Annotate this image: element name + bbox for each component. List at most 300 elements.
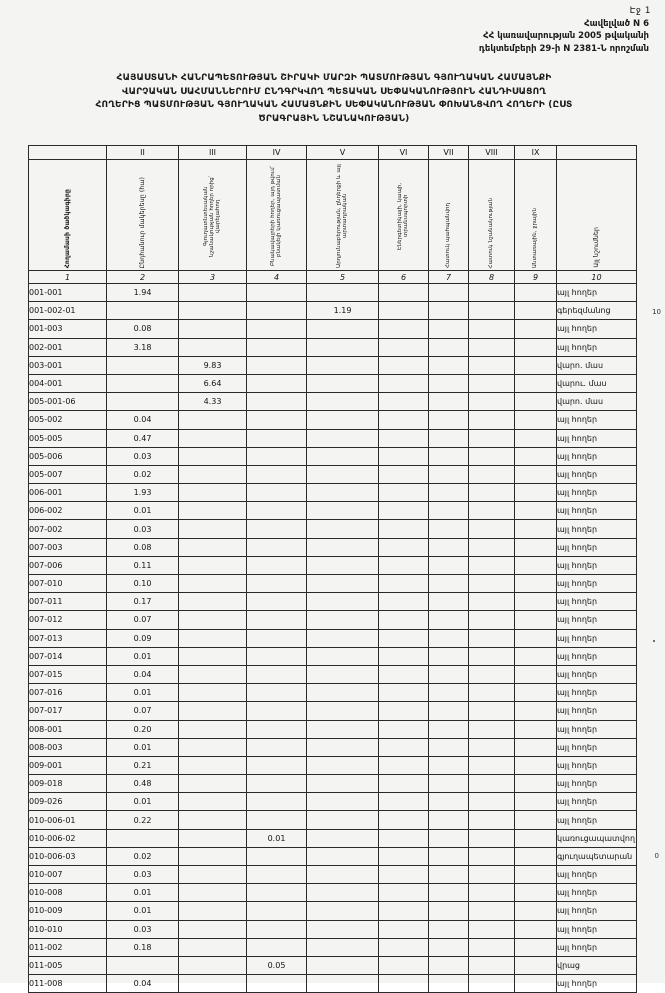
cell-value-7: [429, 374, 469, 392]
cell-value-2: 0.08: [107, 320, 179, 338]
cell-code: 005-007: [29, 465, 107, 483]
cell-value-6: [379, 575, 429, 593]
cell-value-5: 1.19: [307, 302, 379, 320]
table-row: [29, 484, 637, 502]
cell-value-4: [247, 665, 307, 683]
table-row: [29, 775, 637, 793]
table-row: [29, 284, 637, 302]
cell-value-5: [307, 956, 379, 974]
cell-value-4: [247, 484, 307, 502]
cell-value-8: [469, 465, 515, 483]
header-cell-settlement: [247, 160, 307, 271]
cell-note: այլ հողեր: [557, 411, 637, 429]
cell-value-6: [379, 556, 429, 574]
cell-value-5: [307, 938, 379, 956]
cell-value-9: [515, 629, 557, 647]
cell-value-8: [469, 684, 515, 702]
cell-value-6: [379, 611, 429, 629]
header-line-1: Հավելված N 6: [584, 19, 649, 29]
cell-value-5: [307, 811, 379, 829]
cell-value-3: [179, 556, 247, 574]
cell-value-6: [379, 484, 429, 502]
margin-note-right-1: 10: [652, 308, 661, 316]
cell-value-7: [429, 956, 469, 974]
cell-value-3: [179, 920, 247, 938]
cell-value-4: 0.05: [247, 956, 307, 974]
title-line-2: ՎԱՐՉԱԿԱՆ ՍԱՀՄԱՆՆԵՐՈՒՄ ԸՆԴԳՐԿՎՈՂ ՊԵՏԱԿԱՆ ՍԵՓԱԿԱՆՈՒԹՅՈՒՆ ՀԱՆԴԻՍԱՑՈՂ: [121, 86, 547, 97]
cell-value-4: [247, 465, 307, 483]
cell-value-7: [429, 356, 469, 374]
cell-value-8: [469, 720, 515, 738]
cell-value-3: [179, 756, 247, 774]
cell-value-2: 0.21: [107, 756, 179, 774]
cell-value-2: 1.93: [107, 484, 179, 502]
cell-note: այլ հողեր: [557, 775, 637, 793]
cell-value-2: 0.03: [107, 447, 179, 465]
cell-code: 007-013: [29, 629, 107, 647]
cell-note: այլ հողեր: [557, 866, 637, 884]
cell-value-6: [379, 902, 429, 920]
cell-note: վարո. մաս: [557, 393, 637, 411]
cell-value-6: [379, 684, 429, 702]
cell-note: այլ հողեր: [557, 975, 637, 993]
cell-note: այլ հողեր: [557, 702, 637, 720]
cell-value-3: [179, 738, 247, 756]
cell-value-5: [307, 920, 379, 938]
title-line-1: ՀԱՅԱՍՏԱՆԻ ՀԱՆՐԱՊԵՏՈՒԹՅԱՆ ՇԻՐԱԿԻ ՄԱՐԶԻ ՊԱՏՄՈՒԹՅԱՆ ԳՅՈՒՂԱԿԱՆ ՀԱՄԱՅՆՔԻ: [116, 73, 552, 83]
cell-value-7: [429, 702, 469, 720]
table-row: [29, 866, 637, 884]
cell-value-6: [379, 975, 429, 993]
cell-value-5: [307, 665, 379, 683]
cell-value-3: [179, 484, 247, 502]
cell-code: 001-003: [29, 320, 107, 338]
cell-value-7: [429, 575, 469, 593]
cell-value-9: [515, 975, 557, 993]
cell-value-6: [379, 447, 429, 465]
roman-cell-3: III: [179, 146, 247, 160]
cell-value-8: [469, 647, 515, 665]
roman-cell-5: V: [307, 146, 379, 160]
cell-value-4: [247, 447, 307, 465]
cell-note: այլ հողեր: [557, 611, 637, 629]
cell-value-7: [429, 847, 469, 865]
table-row: [29, 502, 637, 520]
cell-value-2: 1.94: [107, 284, 179, 302]
cell-value-5: [307, 338, 379, 356]
cell-value-9: [515, 484, 557, 502]
cell-value-7: [429, 338, 469, 356]
cell-note: այլ հողեր: [557, 647, 637, 665]
cell-value-2: 0.04: [107, 975, 179, 993]
cell-value-4: [247, 902, 307, 920]
cell-value-7: [429, 465, 469, 483]
table-column-numbers-row: [29, 271, 637, 284]
cell-value-8: [469, 811, 515, 829]
roman-cell-6: VI: [379, 146, 429, 160]
cell-value-7: [429, 647, 469, 665]
cell-value-4: [247, 502, 307, 520]
cell-value-5: [307, 393, 379, 411]
cell-value-9: [515, 647, 557, 665]
cell-value-8: [469, 829, 515, 847]
land-allocation-table: [28, 145, 636, 993]
cell-note: այլ հողեր: [557, 429, 637, 447]
cell-value-3: [179, 302, 247, 320]
cell-value-9: [515, 575, 557, 593]
cell-value-5: [307, 775, 379, 793]
cell-value-6: [379, 775, 429, 793]
cell-note: այլ հողեր: [557, 447, 637, 465]
cell-value-6: [379, 866, 429, 884]
cell-value-9: [515, 811, 557, 829]
cell-value-5: [307, 866, 379, 884]
cell-value-7: [429, 811, 469, 829]
cell-value-2: 0.01: [107, 684, 179, 702]
cell-value-3: [179, 866, 247, 884]
cell-value-8: [469, 775, 515, 793]
cell-value-8: [469, 411, 515, 429]
cell-value-3: [179, 447, 247, 465]
cell-value-8: [469, 847, 515, 865]
cell-value-7: [429, 665, 469, 683]
cell-value-9: [515, 393, 557, 411]
cell-value-8: [469, 920, 515, 938]
cell-value-3: [179, 847, 247, 865]
cell-value-4: [247, 811, 307, 829]
cell-value-6: [379, 920, 429, 938]
cell-value-9: [515, 684, 557, 702]
cell-value-4: [247, 738, 307, 756]
header-label-industrial: Արդյունաբերության, ընդերքի և այլ արտադրական: [335, 164, 348, 268]
cell-value-7: [429, 393, 469, 411]
header-label-notes: Այլ նշումներ: [592, 227, 600, 268]
cell-value-2: 0.08: [107, 538, 179, 556]
colnum-1: 1: [29, 271, 107, 284]
cell-value-5: [307, 684, 379, 702]
cell-note: այլ հողեր: [557, 756, 637, 774]
cell-code: 009-001: [29, 756, 107, 774]
cell-code: 006-002: [29, 502, 107, 520]
cell-value-9: [515, 374, 557, 392]
cell-value-4: [247, 593, 307, 611]
table-row: [29, 756, 637, 774]
cell-value-6: [379, 629, 429, 647]
colnum-9: 9: [515, 271, 557, 284]
cell-note: այլ հողեր: [557, 320, 637, 338]
cell-code: 007-002: [29, 520, 107, 538]
cell-value-6: [379, 520, 429, 538]
cell-value-7: [429, 902, 469, 920]
cell-value-2: 0.03: [107, 866, 179, 884]
cell-value-4: [247, 629, 307, 647]
cell-code: 002-001: [29, 338, 107, 356]
table-row: [29, 793, 637, 811]
cell-value-8: [469, 956, 515, 974]
table-row: [29, 629, 637, 647]
header-cell-agricultural: [179, 160, 247, 271]
cell-note: այլ հողեր: [557, 884, 637, 902]
cell-value-8: [469, 629, 515, 647]
cell-value-8: [469, 429, 515, 447]
cell-value-4: [247, 720, 307, 738]
cell-value-6: [379, 538, 429, 556]
cell-value-4: [247, 611, 307, 629]
cell-value-2: 0.17: [107, 593, 179, 611]
cell-value-6: [379, 811, 429, 829]
cell-value-8: [469, 665, 515, 683]
cell-note: այլ հողեր: [557, 465, 637, 483]
cell-code: 011-008: [29, 975, 107, 993]
roman-cell-8: VIII: [469, 146, 515, 160]
cell-value-4: [247, 393, 307, 411]
cell-value-4: [247, 938, 307, 956]
header-cell-energy: [379, 160, 429, 271]
cell-value-9: [515, 447, 557, 465]
cell-value-3: [179, 775, 247, 793]
table-row: [29, 465, 637, 483]
cell-value-5: [307, 520, 379, 538]
cell-value-8: [469, 938, 515, 956]
cell-value-5: [307, 538, 379, 556]
cell-value-8: [469, 538, 515, 556]
cell-code: 010-008: [29, 884, 107, 902]
cell-value-9: [515, 775, 557, 793]
cell-value-6: [379, 884, 429, 902]
cell-value-6: [379, 702, 429, 720]
cell-value-4: [247, 374, 307, 392]
cell-value-2: [107, 956, 179, 974]
cell-value-7: [429, 556, 469, 574]
colnum-4: 4: [247, 271, 307, 284]
cell-value-5: [307, 793, 379, 811]
document-header: [479, 18, 649, 55]
header-label-settlement: Բնակավայրերի հողեր, այդ թվում՝ բնակելի կառուցապատման: [269, 165, 282, 267]
table-row: [29, 302, 637, 320]
cell-value-4: [247, 520, 307, 538]
title-line-4: ԾՐԱԳՐԱՅԻՆ ՆՇԱՆԱԿՈՒԹՅԱՆ): [258, 113, 410, 124]
cell-value-4: [247, 429, 307, 447]
cell-value-3: [179, 702, 247, 720]
cell-note: այլ հողեր: [557, 338, 637, 356]
table-row: [29, 374, 637, 392]
cell-value-4: [247, 556, 307, 574]
cell-value-2: 0.01: [107, 793, 179, 811]
margin-note-right-2: 0: [654, 852, 659, 860]
cell-value-3: [179, 829, 247, 847]
cell-value-2: [107, 356, 179, 374]
cell-value-2: 0.01: [107, 647, 179, 665]
cell-value-3: [179, 429, 247, 447]
cell-value-3: 6.64: [179, 374, 247, 392]
cell-value-9: [515, 756, 557, 774]
cell-note: այլ հողեր: [557, 920, 637, 938]
cell-code: 010-006-02: [29, 829, 107, 847]
cell-value-3: [179, 629, 247, 647]
cell-note: այլ հողեր: [557, 793, 637, 811]
cell-value-4: 0.01: [247, 829, 307, 847]
cell-value-9: [515, 338, 557, 356]
cell-value-2: 0.07: [107, 702, 179, 720]
cell-value-7: [429, 738, 469, 756]
cell-value-5: [307, 738, 379, 756]
table-row: [29, 811, 637, 829]
cell-value-9: [515, 356, 557, 374]
cell-value-8: [469, 502, 515, 520]
cell-code: 007-016: [29, 684, 107, 702]
cell-value-6: [379, 356, 429, 374]
cell-value-2: 0.03: [107, 520, 179, 538]
table-row: [29, 975, 637, 993]
table-row: [29, 938, 637, 956]
cell-value-5: [307, 575, 379, 593]
cell-note: այլ հողեր: [557, 811, 637, 829]
table-row: [29, 538, 637, 556]
cell-value-4: [247, 284, 307, 302]
cell-value-7: [429, 629, 469, 647]
cell-value-8: [469, 302, 515, 320]
cell-value-4: [247, 775, 307, 793]
cell-value-6: [379, 956, 429, 974]
cell-value-9: [515, 738, 557, 756]
cell-value-6: [379, 320, 429, 338]
cell-value-6: [379, 847, 429, 865]
cell-code: 007-017: [29, 702, 107, 720]
cell-value-6: [379, 393, 429, 411]
table-row: [29, 320, 637, 338]
margin-dot: [653, 640, 655, 642]
cell-code: 009-026: [29, 793, 107, 811]
cell-code: 005-005: [29, 429, 107, 447]
cell-note: վարու. մաս: [557, 374, 637, 392]
cell-value-9: [515, 866, 557, 884]
cell-value-2: [107, 829, 179, 847]
colnum-8: 8: [469, 271, 515, 284]
table-row: [29, 429, 637, 447]
cell-code: 007-015: [29, 665, 107, 683]
page-number: Էջ 1: [629, 6, 651, 16]
cell-value-7: [429, 429, 469, 447]
cell-value-4: [247, 702, 307, 720]
cell-code: 010-009: [29, 902, 107, 920]
table-row: [29, 647, 637, 665]
header-label-total: Ընդհանուր մակերեսը (հա): [138, 176, 146, 268]
cell-value-2: 0.11: [107, 556, 179, 574]
page-title: [38, 72, 630, 126]
roman-cell-4: IV: [247, 146, 307, 160]
cell-value-9: [515, 302, 557, 320]
roman-cell-1: [29, 146, 107, 160]
cell-value-7: [429, 684, 469, 702]
cell-value-3: [179, 575, 247, 593]
cell-value-3: [179, 611, 247, 629]
cell-code: 007-011: [29, 593, 107, 611]
cell-value-3: 9.83: [179, 356, 247, 374]
header-line-3: դեկտեմբերի 29-ի N 2381-Ն որոշման: [478, 43, 649, 54]
cell-code: 005-002: [29, 411, 107, 429]
cell-value-3: [179, 902, 247, 920]
header-line-2: ՀՀ կառավարության 2005 թվականի: [483, 31, 649, 42]
cell-value-9: [515, 793, 557, 811]
cell-code: 005-006: [29, 447, 107, 465]
cell-note: այլ հողեր: [557, 593, 637, 611]
cell-value-5: [307, 829, 379, 847]
cell-note: այլ հողեր: [557, 902, 637, 920]
cell-note: կառուցապատվող: [557, 829, 637, 847]
cell-value-4: [247, 647, 307, 665]
cell-value-8: [469, 593, 515, 611]
table-row: [29, 593, 637, 611]
roman-cell-10: [557, 146, 637, 160]
cell-note: գյուղապետարան: [557, 847, 637, 865]
cell-value-6: [379, 756, 429, 774]
cell-value-2: [107, 393, 179, 411]
cell-value-4: [247, 538, 307, 556]
cell-code: 011-002: [29, 938, 107, 956]
cell-value-6: [379, 411, 429, 429]
cell-value-5: [307, 611, 379, 629]
cell-value-6: [379, 502, 429, 520]
table-row: [29, 884, 637, 902]
roman-cell-2: II: [107, 146, 179, 160]
cell-value-6: [379, 793, 429, 811]
cell-value-8: [469, 338, 515, 356]
table-row: [29, 956, 637, 974]
cell-value-7: [429, 756, 469, 774]
cell-value-7: [429, 520, 469, 538]
table-row: [29, 920, 637, 938]
cell-value-7: [429, 775, 469, 793]
cell-value-5: [307, 720, 379, 738]
cell-value-3: [179, 811, 247, 829]
table-roman-row: [29, 146, 637, 160]
cell-note: այլ հողեր: [557, 502, 637, 520]
cell-value-7: [429, 938, 469, 956]
cell-code: 010-006-01: [29, 811, 107, 829]
cell-value-3: [179, 411, 247, 429]
table-row: [29, 575, 637, 593]
cell-value-8: [469, 738, 515, 756]
cell-code: 006-001: [29, 484, 107, 502]
header-cell-protected: [429, 160, 469, 271]
cell-value-3: [179, 938, 247, 956]
cell-value-8: [469, 756, 515, 774]
cell-value-6: [379, 429, 429, 447]
table-row: [29, 447, 637, 465]
cell-note: այլ հողեր: [557, 938, 637, 956]
cell-value-5: [307, 847, 379, 865]
colnum-7: 7: [429, 271, 469, 284]
cell-note: այլ հողեր: [557, 629, 637, 647]
cell-value-5: [307, 647, 379, 665]
cell-value-8: [469, 484, 515, 502]
cell-value-5: [307, 975, 379, 993]
cell-value-5: [307, 284, 379, 302]
cell-code: 009-018: [29, 775, 107, 793]
cell-note: այլ հողեր: [557, 684, 637, 702]
cell-value-3: [179, 338, 247, 356]
cell-value-3: [179, 520, 247, 538]
table-row: [29, 720, 637, 738]
cell-note: գերեզմանոց: [557, 302, 637, 320]
colnum-3: 3: [179, 271, 247, 284]
colnum-5: 5: [307, 271, 379, 284]
cell-value-3: [179, 502, 247, 520]
cell-value-5: [307, 884, 379, 902]
cell-value-2: 0.10: [107, 575, 179, 593]
cell-value-8: [469, 575, 515, 593]
cell-value-2: 0.01: [107, 902, 179, 920]
